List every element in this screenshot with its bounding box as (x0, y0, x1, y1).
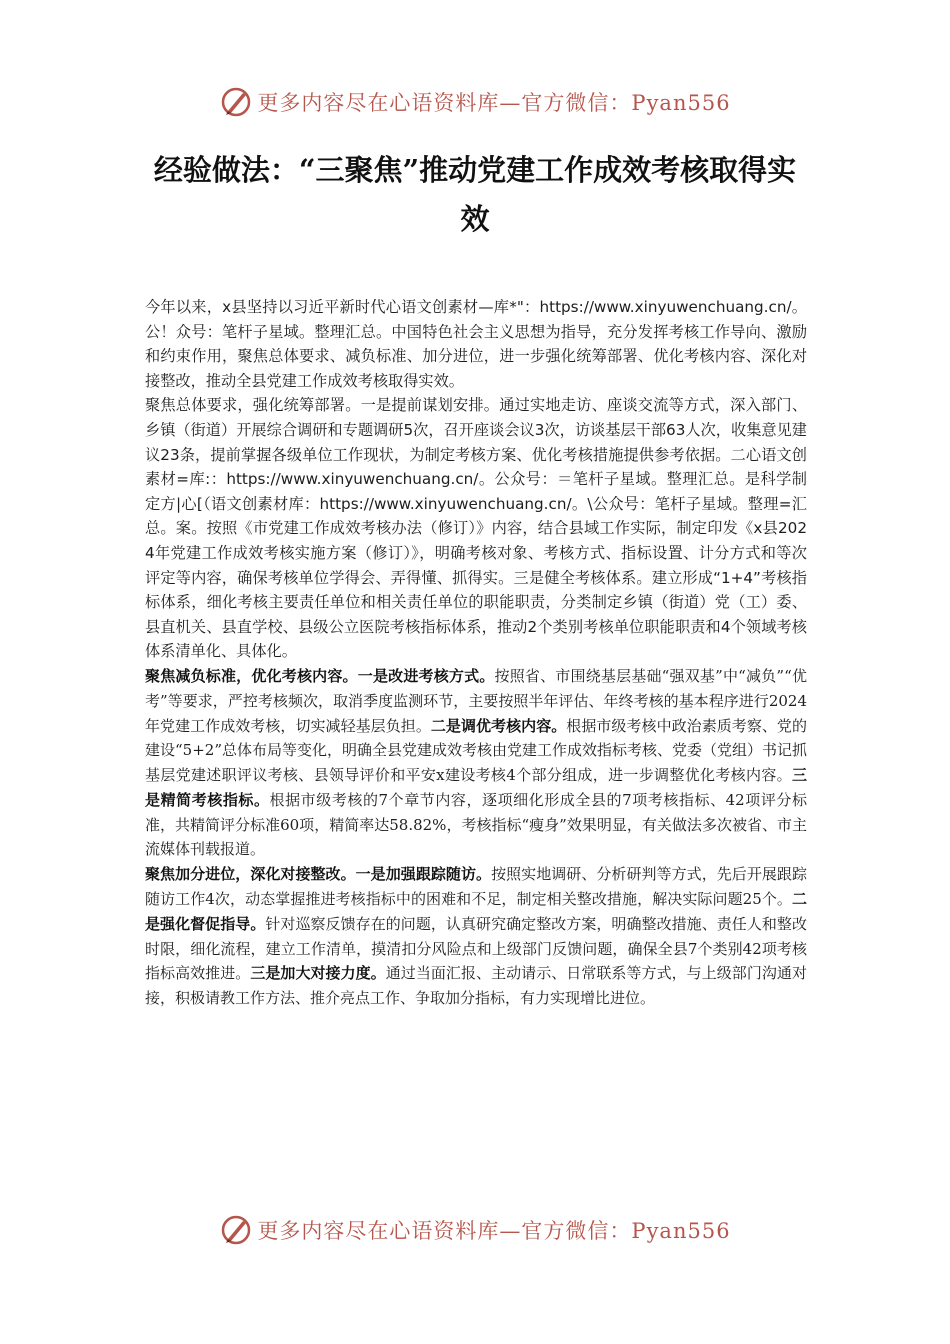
intro-paragraph: 今年以来，x县坚持以习近平新时代心语文创素材—库*"：https://www.xinyuwenchuang.cn/。公！众号：笔杆子星域。整理汇总。中国特色社会主义思想为指导，充分发挥考核工作导向、激励和约束作用，聚焦总体要求、减负标准、加分进位，进一步强化统筹部署、优化考核内容、深化对接整改，推动全县党建工作成效考核取得实效。 (145, 298, 807, 390)
subpoint-heading: 一是加强跟踪随访。 (355, 865, 492, 884)
subpoint-text: 根据市级考核中政治素质考察、党的建设“5+2”总体布局等变化，明确全县党建成效考核由党建工作成效指标考核、党委（党组）书记抓基层党建述职评议考核、县领导评价和平安x建设考核4个部分组成，进一步调整优化考核内容。 (145, 716, 807, 785)
subpoint-heading: 三是加大对接力度。 (250, 964, 386, 983)
subpoint-heading: 二是强化督促指导。 (145, 890, 807, 933)
subpoint-text: 按照省、市围绕基层基础“强双基”中“减负”“优考”等要求，严控考核频次，取消季度监测环节，主要按照半年评估、年终考核的基本程序进行2024年党建工作成效考核，切实减轻基层负担。 (145, 666, 807, 735)
subpoint-text: 根据市级考核的7个章节内容，逐项细化形成全县的7项考核指标、42项评分标准，共精简评分标准60项，精简率达58.82%，考核指标“瘦身”效果明显，有关做法多次被省、市主流媒体刊载报道。 (145, 790, 807, 859)
section-burden-reduction (145, 664, 807, 862)
footer-watermark-text: 更多内容尽在心语资料库—官方微信：Pyan556 (257, 1219, 731, 1243)
subpoint-text: 按照实地调研、分析研判等方式，先后开展跟踪随访工作4次，动态掌握推进考核指标中的困难和不足，制定相关整改措施，解决实际问题25个。 (145, 865, 807, 909)
document-body (145, 295, 807, 1011)
subpoint-heading: 一是改进考核方式。 (357, 666, 495, 685)
subpoint-heading: 二是调优考核内容。 (430, 716, 567, 735)
section-overall-requirements: 聚焦总体要求，强化统筹部署。一是提前谋划安排。通过实地走访、座谈交流等方式，深入部门、乡镇（街道）开展综合调研和专题调研5次，召开座谈会议3次，访谈基层干部63人次，收集意见建议23条，提前掌握各级单位工作现状，为制定考核方案、优化考核措施提供参考依据。二心语文创素材=库:：https://www.xinyuwenchuang.cn/。公众号：＝笔杆子星域。整理汇总。是科学制定方|心[（语文创素材库：https://www.xinyuwenchuang.cn/。\公众号：笔杆子星域。整理=汇总。案。按照《市党建工作成效考核办法（修订）》内容，结合县域工作实际，制定印发《x县2024年党建工作成效考核实施方案（修订）》，明确考核对象、考核方式、指标设置、计分方式和等次评定等内容，确保考核单位学得会、弄得懂、抓得实。三是健全考核体系。建立形成“1+4”考核指标体系，细化考核主要责任单位和相关责任单位的职能职责，分类制定乡镇（街道）党（工）委、县直机关、县直学校、县级公立医院考核指标体系，推动2个类别考核单位职能职责和4个领域考核体系清单化、具体化。 (145, 396, 807, 661)
section-heading: 聚焦加分进位，深化对接整改。 (145, 865, 356, 884)
page-title: 经验做法：“三聚焦”推动党建工作成效考核取得实效 (153, 153, 797, 236)
pen-logo-icon (219, 85, 253, 119)
footer-watermark-banner (0, 1210, 950, 1250)
header-watermark-text: 更多内容尽在心语资料库—官方微信：Pyan556 (257, 91, 731, 115)
section-bonus-points (145, 862, 807, 1011)
subpoint-text: 针对巡察反馈存在的问题，认真研究确定整改方案，明确整改措施、责任人和整改时限，细化流程，建立工作清单，摸清扣分风险点和上级部门反馈问题，确保全县7个类别42项考核指标高效推进。 (145, 914, 807, 983)
pen-logo-icon (219, 1213, 253, 1247)
subpoint-text: 通过当面汇报、主动请示、日常联系等方式，与上级部门沟通对接，积极请教工作方法、推介亮点工作、争取加分指标，有力实现增比进位。 (145, 964, 807, 1008)
header-watermark-banner (0, 82, 950, 122)
subpoint-heading: 三是精简考核指标。 (145, 766, 807, 809)
section-heading: 聚焦减负标准，优化考核内容。 (145, 666, 358, 685)
